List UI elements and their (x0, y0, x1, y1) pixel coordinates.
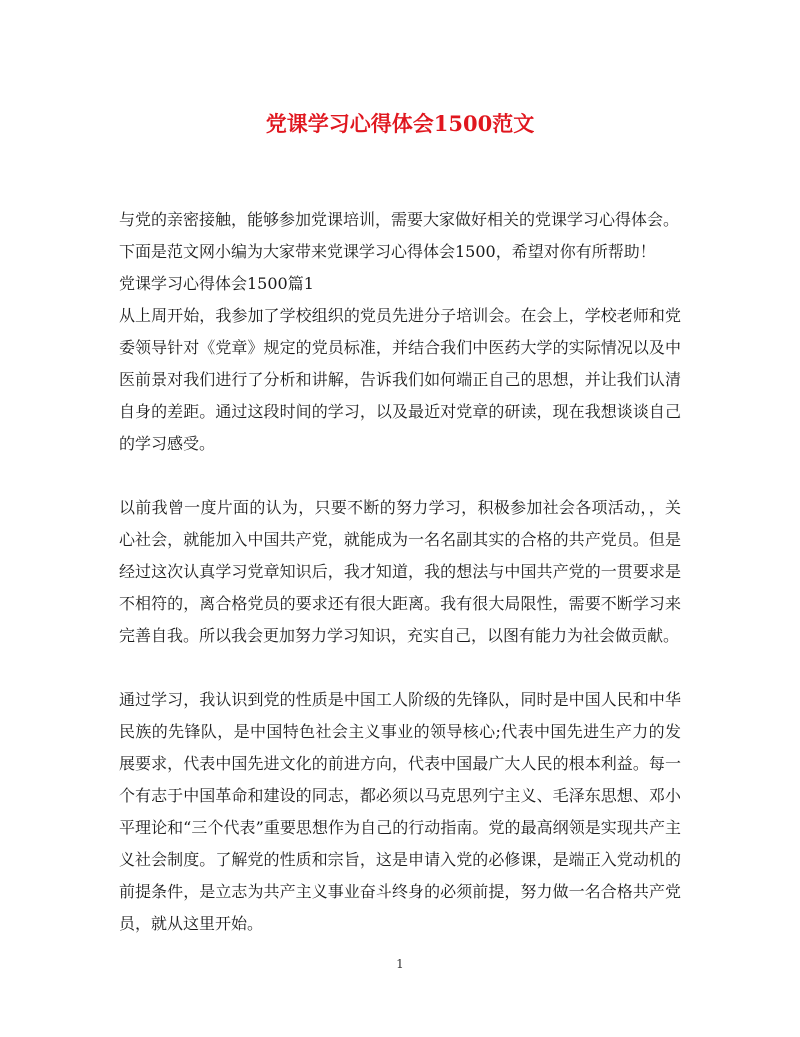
section-heading: 党课学习心得体会1500篇1 (119, 274, 314, 293)
intro-paragraph-2: 下面是范文网小编为大家带来党课学习心得体会1500，希望对你有所帮助！ (119, 242, 656, 261)
document-body (119, 204, 681, 940)
body-paragraph-3: 通过学习，我认识到党的性质是中国工人阶级的先锋队，同时是中国人民和中华民族的先锋队，是中国特色社会主义事业的领导核心;代表中国先进生产力的发展要求，代表中国先进文化的前进方向，代表中国最广大人民的根本利益。每一个有志于中国革命和建设的同志，都必须以马克思列宁主义、毛泽东思想、邓小平理论和“三个代表”重要思想作为自己的行动指南。党的最高纲领是实现共产主义社会制度。了解党的性质和宗旨，这是申请入党的必修课，是端正入党动机的前提条件，是立志为共产主义事业奋斗终身的必须前提，努力做一名合格共产党员，就从这里开始。 (119, 690, 681, 933)
intro-paragraph-1: 与党的亲密接触，能够参加党课培训，需要大家做好相关的党课学习心得体会。 (119, 210, 680, 229)
document-title: 党课学习心得体会1500范文 (265, 111, 535, 136)
body-paragraph-2: 以前我曾一度片面的认为，只要不断的努力学习，积极参加社会各项活动，，关心社会，就能加入中国共产党，就能成为一名名副其实的合格的共产党员。但是经过这次认真学习党章知识后，我才知道，我的想法与中国共产党的一贯要求是不相符的，离合格党员的要求还有很大距离。我有很大局限性，需要不断学习来完善自我。所以我会更加努力学习知识，充实自己，以图有能力为社会做贡献。 (119, 498, 681, 645)
page-number: 1 (396, 957, 404, 971)
body-paragraph-1: 从上周开始，我参加了学校组织的党员先进分子培训会。在会上，学校老师和党委领导针对《党章》规定的党员标准，并结合我们中医药大学的实际情况以及中医前景对我们进行了分析和讲解，告诉我们如何端正自己的思想，并让我们认清自身的差距。通过这段时间的学习，以及最近对党章的研读，现在我想谈谈自己的学习感受。 (119, 306, 681, 453)
